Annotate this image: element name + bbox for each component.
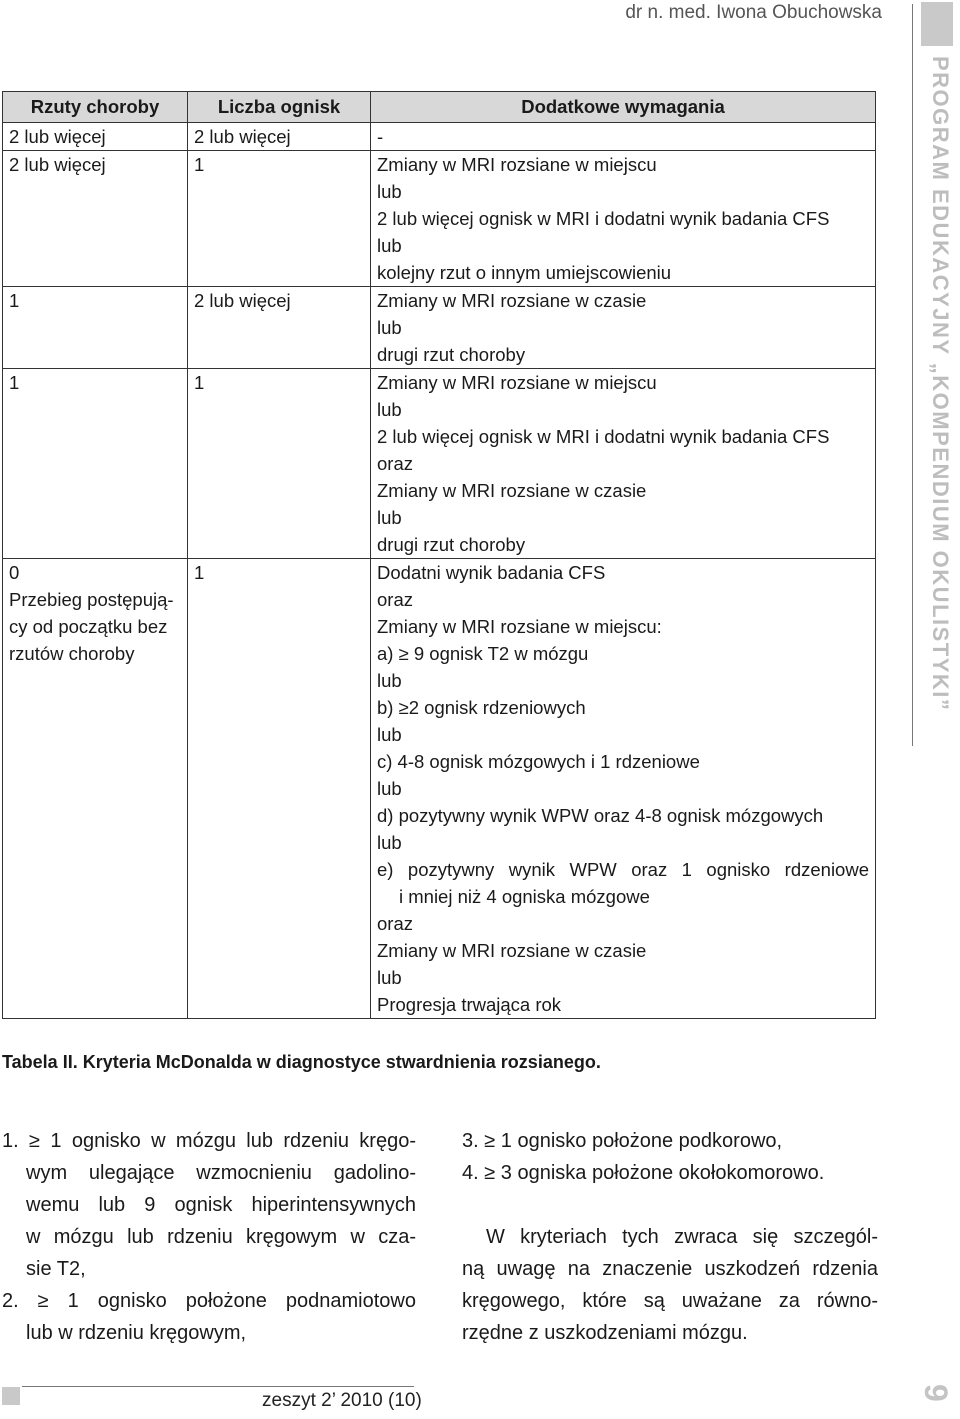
list-item-line: 1. ≥ 1 ognisko w mózgu lub rdzeniu kręgo- — [2, 1130, 416, 1152]
table-caption: Tabela II. Kryteria McDonalda w diagnostyce stwardnienia rozsianego. — [2, 1052, 601, 1072]
table-cell: Zmiany w MRI rozsiane w miejscu lub 2 lub więcej ognisk w MRI i dodatni wynik badania CFS lub kolejny rzut o innym umiejscowieniu — [371, 151, 876, 287]
table-row — [3, 287, 876, 369]
column-header: Liczba ognisk — [188, 92, 371, 123]
right-text-column — [462, 1125, 878, 1349]
table-row — [3, 559, 876, 1019]
table-cell: 1 — [188, 151, 371, 287]
list-item-line: lub w rdzeniu kręgowym, — [26, 1322, 247, 1344]
body-paragraph: W kryteriach tych zwraca się szczegól- ną uwagę na znaczenie uszkodzeń rdzenia kręgowego, które są uważane za równo- rzędne z uszkodzeniami mózgu. — [462, 1226, 878, 1344]
table-header-row — [3, 92, 876, 123]
list-item-line: w mózgu lub rdzeniu kręgowym w cza- — [26, 1226, 416, 1248]
table-row — [3, 369, 876, 559]
left-text-column — [2, 1125, 416, 1349]
table-cell: 2 lub więcej — [188, 123, 371, 151]
list-item-line: 4. ≥ 3 ogniska położone okołokomorowo. — [462, 1162, 825, 1184]
list-item-line: wemu lub 9 ognisk hiperintensywnych — [26, 1194, 416, 1216]
list-item-line: 3. ≥ 1 ognisko położone podkorowo, — [462, 1130, 783, 1152]
table-cell: 1 — [3, 369, 188, 559]
header-divider — [912, 4, 913, 746]
table-row — [3, 123, 876, 151]
column-header: Dodatkowe wymagania — [371, 92, 876, 123]
page-number: 9 — [918, 1384, 954, 1402]
table-cell: 1 — [188, 559, 371, 1019]
side-decoration-block — [921, 2, 953, 46]
column-header: Rzuty choroby — [3, 92, 188, 123]
footer-divider — [22, 1386, 414, 1387]
table-row — [3, 151, 876, 287]
footer-decoration-block — [2, 1387, 20, 1405]
table-cell: 2 lub więcej — [3, 123, 188, 151]
table-cell: 1 — [3, 287, 188, 369]
table-cell: 0 Przebieg postępują- cy od początku bez rzutów choroby — [3, 559, 188, 1019]
table-cell: Zmiany w MRI rozsiane w miejscu lub 2 lub więcej ognisk w MRI i dodatni wynik badania CFS oraz Zmiany w MRI rozsiane w czasie lub drugi rzut choroby — [371, 369, 876, 559]
list-item-line: sie T2, — [26, 1258, 86, 1280]
header-author: dr n. med. Iwona Obuchowska — [625, 2, 882, 23]
table-cell: 2 lub więcej — [188, 287, 371, 369]
list-item-line: 2. ≥ 1 ognisko położone podnamiotowo — [2, 1290, 416, 1312]
table-cell: 2 lub więcej — [3, 151, 188, 287]
table-cell: 1 — [188, 369, 371, 559]
table-cell: - — [371, 123, 876, 151]
footer-issue: zeszyt 2’ 2010 (10) — [262, 1390, 422, 1411]
table-cell: Zmiany w MRI rozsiane w czasie lub drugi rzut choroby — [371, 287, 876, 369]
side-running-title: PROGRAM EDUKACYJNY „KOMPENDIUM OKULISTYKI” — [928, 56, 953, 712]
mcdonald-criteria-table — [2, 91, 876, 1019]
list-item-line: wym ulegające wzmocnieniu gadolino- — [26, 1162, 416, 1184]
table-cell: Dodatni wynik badania CFS oraz Zmiany w MRI rozsiane w miejscu: a) ≥ 9 ognisk T2 w mózgu lub b) ≥2 ognisk rdzeniowych lub c) 4-8 ognisk mózgowych i 1 rdzeniowe lub d) pozytywny wynik WPW oraz 4-8 ognisk mózgowych lub e) pozytywny wynik WPW oraz 1 ognisko rdzeniowe i mniej niż 4 ogniska mózgowe oraz Zmiany w MRI rozsiane w czasie lub Progresja trwająca rok — [371, 559, 876, 1019]
